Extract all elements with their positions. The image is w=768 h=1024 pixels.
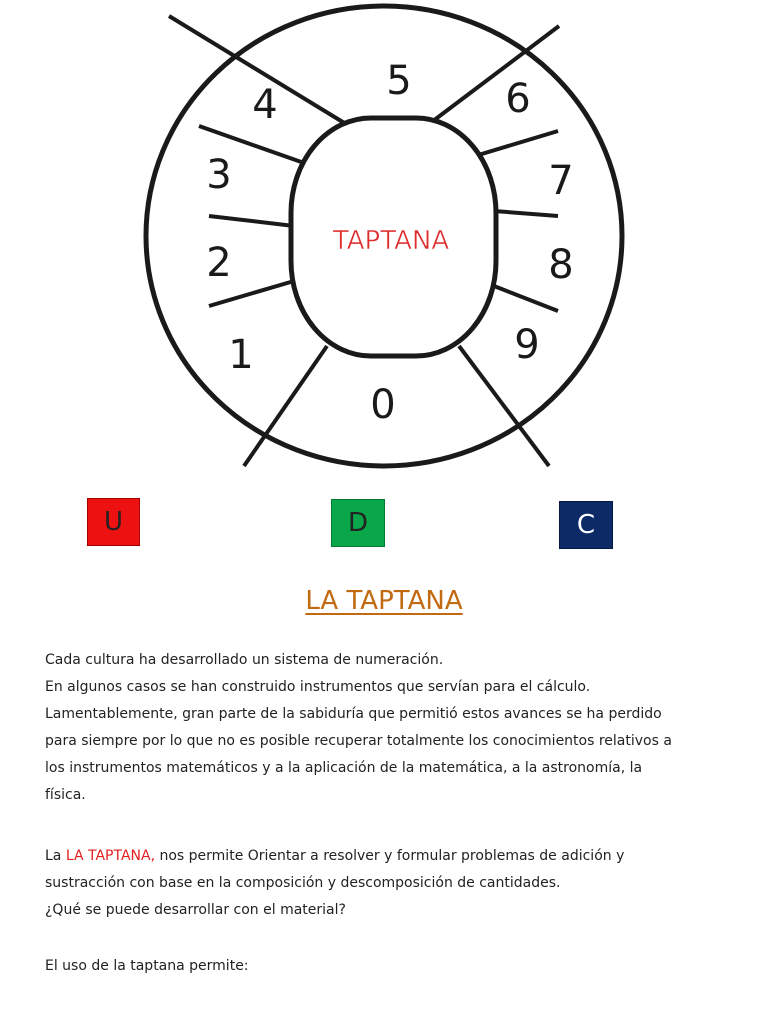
digit-5: 5	[386, 58, 412, 104]
text-line: para siempre por lo que no es posible recuperar totalmente los conocimientos relativos a	[45, 733, 672, 749]
digit-3: 3	[206, 152, 232, 198]
text-line: los instrumentos matemáticos y a la aplicación de la matemática, a la astronomía, la	[45, 760, 643, 776]
text-rest: nos permite Orientar a resolver y formular problemas de adición y	[155, 848, 625, 864]
text-line: En algunos casos se han construido instrumentos que servían para el cálculo.	[45, 679, 591, 695]
intro-paragraph	[45, 647, 735, 809]
purpose-paragraph	[45, 843, 735, 924]
digit-4: 4	[252, 82, 278, 128]
digit-2: 2	[206, 240, 232, 286]
text-line: Cada cultura ha desarrollado un sistema de numeración.	[45, 652, 444, 668]
digit-0: 0	[370, 382, 396, 428]
digit-6: 6	[505, 76, 531, 122]
document-title: LA TAPTANA	[305, 586, 463, 616]
digit-8: 8	[548, 242, 574, 288]
taptana-label: TAPTANA	[332, 226, 450, 256]
digit-1: 1	[228, 332, 254, 378]
text-line: ¿Qué se puede desarrollar con el material?	[45, 902, 346, 918]
text-line: física.	[45, 787, 86, 803]
text-prefix: La	[45, 848, 66, 864]
text-line: sustracción con base en la composición y descomposición de cantidades.	[45, 875, 561, 891]
tens-box: D	[331, 499, 385, 547]
taptana-diagram	[206, 46, 574, 462]
units-box: U	[87, 498, 140, 546]
text-line: El uso de la taptana permite:	[45, 958, 249, 974]
digit-9: 9	[514, 322, 540, 368]
digit-7: 7	[548, 158, 574, 204]
text-line: Lamentablemente, gran parte de la sabiduría que permitió estos avances se ha perdido	[45, 706, 662, 722]
usage-paragraph	[45, 953, 735, 980]
taptana-svg	[206, 46, 574, 462]
taptana-highlight: LA TAPTANA,	[65, 848, 156, 864]
hundreds-box: C	[559, 501, 613, 549]
text-line	[45, 843, 735, 870]
